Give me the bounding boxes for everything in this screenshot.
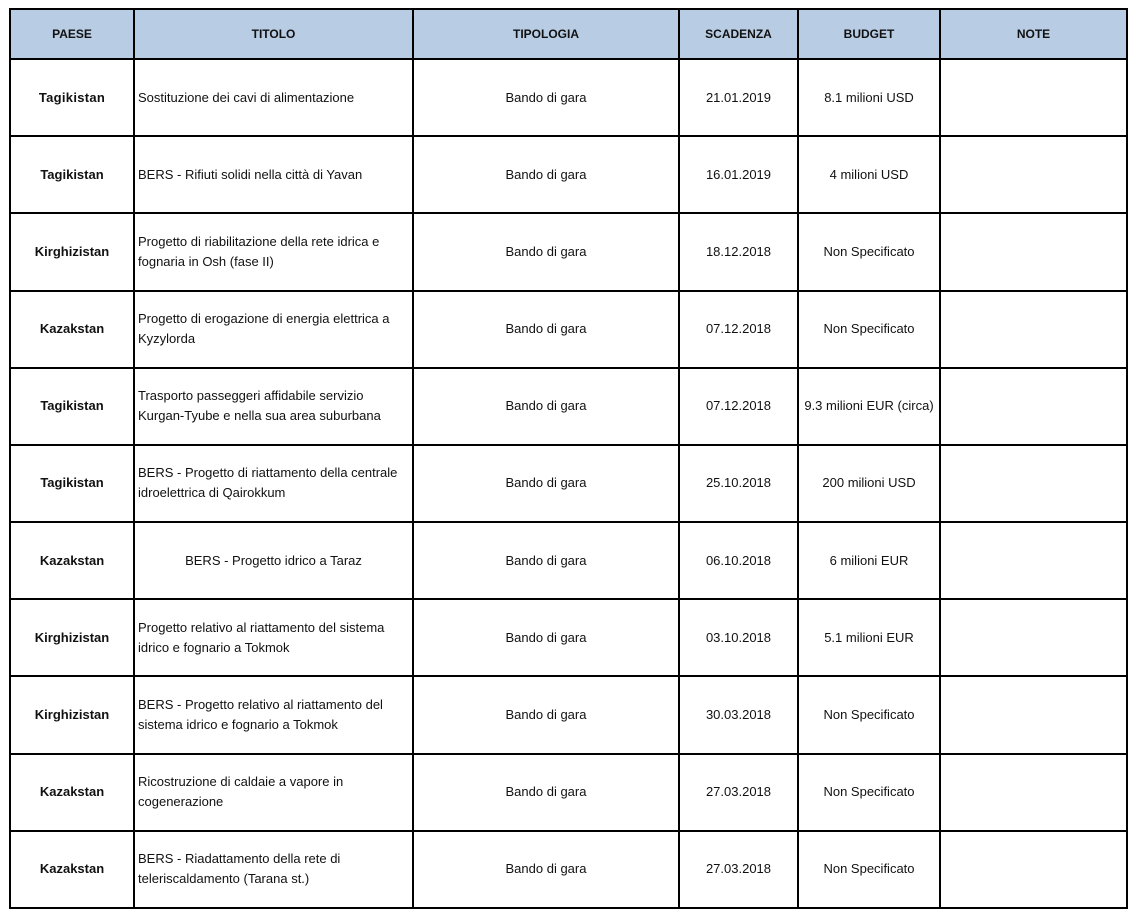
cell-scadenza: 27.03.2018 [679,831,798,908]
cell-paese: Tagikistan [10,368,134,445]
cell-scadenza: 16.01.2019 [679,136,798,213]
table-row [10,599,1127,676]
cell-tipologia: Bando di gara [413,136,679,213]
cell-titolo: Progetto di erogazione di energia elettrica a Kyzylorda [134,291,413,368]
cell-note [940,59,1127,136]
cell-titolo: Progetto relativo al riattamento del sistema idrico e fognario a Tokmok [134,599,413,676]
cell-note [940,599,1127,676]
table-row [10,291,1127,368]
table-row [10,831,1127,908]
header-scadenza: SCADENZA [679,9,798,59]
cell-tipologia: Bando di gara [413,831,679,908]
header-tipologia: TIPOLOGIA [413,9,679,59]
table-row [10,445,1127,522]
cell-paese: Kazakstan [10,522,134,599]
cell-titolo: BERS - Progetto idrico a Taraz [134,522,413,599]
cell-titolo: BERS - Riadattamento della rete di teleriscaldamento (Tarana st.) [134,831,413,908]
table-row [10,59,1127,136]
table-row [10,213,1127,290]
header-paese: PAESE [10,9,134,59]
cell-tipologia: Bando di gara [413,445,679,522]
cell-scadenza: 03.10.2018 [679,599,798,676]
cell-tipologia: Bando di gara [413,754,679,831]
cell-note [940,291,1127,368]
cell-budget: 9.3 milioni EUR (circa) [798,368,940,445]
cell-budget: 8.1 milioni USD [798,59,940,136]
cell-budget: Non Specificato [798,291,940,368]
cell-titolo: BERS - Progetto di riattamento della centrale idroelettrica di Qairokkum [134,445,413,522]
cell-paese: Kirghizistan [10,676,134,753]
cell-budget: 200 milioni USD [798,445,940,522]
cell-titolo: BERS - Rifiuti solidi nella città di Yavan [134,136,413,213]
header-row [10,9,1127,59]
cell-scadenza: 07.12.2018 [679,368,798,445]
cell-note [940,213,1127,290]
table-body [10,59,1127,908]
cell-budget: Non Specificato [798,213,940,290]
cell-scadenza: 27.03.2018 [679,754,798,831]
cell-tipologia: Bando di gara [413,599,679,676]
header-note: NOTE [940,9,1127,59]
cell-paese: Kazakstan [10,831,134,908]
table-header [10,9,1127,59]
cell-scadenza: 30.03.2018 [679,676,798,753]
table-row [10,522,1127,599]
cell-tipologia: Bando di gara [413,522,679,599]
table-row [10,136,1127,213]
cell-paese: Tagikistan [10,136,134,213]
cell-budget: Non Specificato [798,754,940,831]
cell-note [940,368,1127,445]
table-row [10,754,1127,831]
cell-budget: Non Specificato [798,831,940,908]
cell-paese: Kirghizistan [10,213,134,290]
cell-note [940,136,1127,213]
cell-note [940,522,1127,599]
cell-scadenza: 18.12.2018 [679,213,798,290]
cell-scadenza: 25.10.2018 [679,445,798,522]
cell-note [940,445,1127,522]
cell-budget: 5.1 milioni EUR [798,599,940,676]
cell-paese: Kirghizistan [10,599,134,676]
cell-budget: 4 milioni USD [798,136,940,213]
cell-paese: Tagikistan [10,59,134,136]
cell-tipologia: Bando di gara [413,676,679,753]
cell-tipologia: Bando di gara [413,59,679,136]
cell-paese: Kazakstan [10,291,134,368]
cell-budget: 6 milioni EUR [798,522,940,599]
cell-titolo: Ricostruzione di caldaie a vapore in cogenerazione [134,754,413,831]
cell-note [940,831,1127,908]
cell-paese: Tagikistan [10,445,134,522]
cell-tipologia: Bando di gara [413,291,679,368]
cell-paese: Kazakstan [10,754,134,831]
cell-budget: Non Specificato [798,676,940,753]
cell-titolo: BERS - Progetto relativo al riattamento del sistema idrico e fognario a Tokmok [134,676,413,753]
cell-tipologia: Bando di gara [413,368,679,445]
cell-note [940,754,1127,831]
table-row [10,368,1127,445]
cell-titolo: Progetto di riabilitazione della rete idrica e fognaria in Osh (fase II) [134,213,413,290]
cell-scadenza: 07.12.2018 [679,291,798,368]
cell-note [940,676,1127,753]
tenders-table [9,8,1128,909]
header-budget: BUDGET [798,9,940,59]
cell-scadenza: 21.01.2019 [679,59,798,136]
cell-titolo: Trasporto passeggeri affidabile servizio Kurgan-Tyube e nella sua area suburbana [134,368,413,445]
cell-titolo: Sostituzione dei cavi di alimentazione [134,59,413,136]
header-titolo: TITOLO [134,9,413,59]
cell-tipologia: Bando di gara [413,213,679,290]
cell-scadenza: 06.10.2018 [679,522,798,599]
table-row [10,676,1127,753]
